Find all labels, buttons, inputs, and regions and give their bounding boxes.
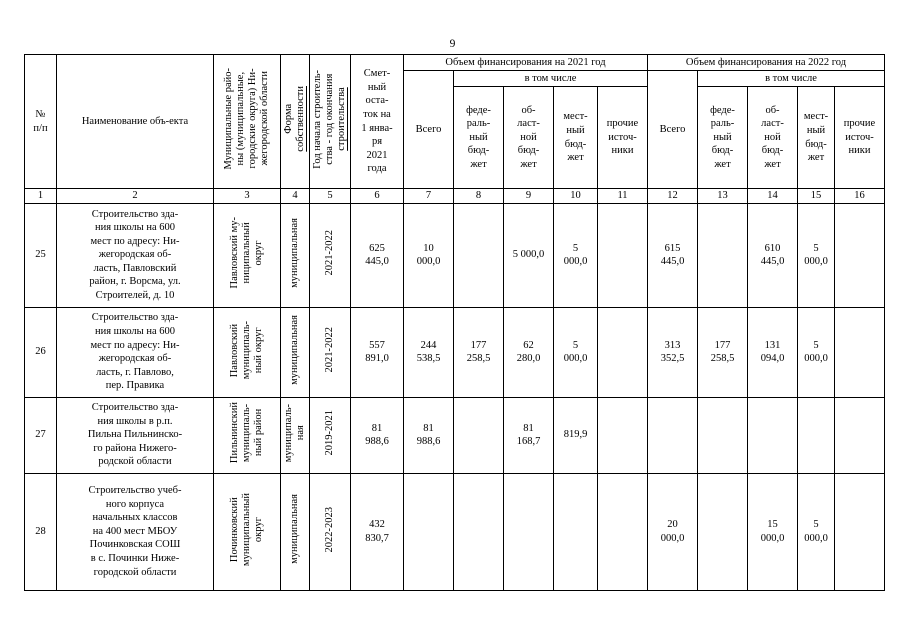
value-col-11 — [598, 397, 648, 473]
value-col-9: 62 280,0 — [504, 307, 554, 397]
header-district: Муниципальные райо- ны (муниципальные, городские округа) Ни- жегородской области — [214, 55, 281, 189]
value-col-13 — [698, 397, 748, 473]
value-col-15: 5 000,0 — [798, 203, 835, 307]
column-number: 12 — [648, 189, 698, 204]
financing-table — [24, 54, 885, 591]
header-total-2021: Всего — [404, 71, 454, 189]
header-ownership: Форма собственности — [281, 55, 310, 189]
district: Пильнинский муниципаль- ный район — [214, 397, 281, 473]
column-number: 4 — [281, 189, 310, 204]
header-in-that-2021: в том числе — [454, 71, 648, 87]
row-number: 27 — [25, 397, 57, 473]
ownership: муниципаль- ная — [281, 397, 310, 473]
header-fin-2022: Объем финансирования на 2022 год — [648, 55, 885, 71]
value-col-14: 610 445,0 — [748, 203, 798, 307]
value-col-10: 5 000,0 — [554, 307, 598, 397]
table-row — [25, 473, 885, 590]
column-number: 8 — [454, 189, 504, 204]
value-col-13 — [698, 203, 748, 307]
object-name: Строительство зда- ния школы на 600 мест по адресу: Ни- жегородская об- ласть, г. Павлово, пер. Правика — [57, 307, 214, 397]
ownership: муниципальная — [281, 307, 310, 397]
column-number: 10 — [554, 189, 598, 204]
row-number: 26 — [25, 307, 57, 397]
column-number: 1 — [25, 189, 57, 204]
value-col-12: 20 000,0 — [648, 473, 698, 590]
column-number: 15 — [798, 189, 835, 204]
value-col-8: 177 258,5 — [454, 307, 504, 397]
row-number: 25 — [25, 203, 57, 307]
value-col-8 — [454, 203, 504, 307]
value-col-13: 177 258,5 — [698, 307, 748, 397]
estimate-value: 625 445,0 — [351, 203, 404, 307]
header-years: Год начала строитель- ства - год окончания строительства — [310, 55, 351, 189]
value-col-11 — [598, 473, 648, 590]
column-number: 11 — [598, 189, 648, 204]
construction-years: 2019-2021 — [310, 397, 351, 473]
object-name: Строительство учеб- ного корпуса начальных классов на 400 мест МБОУ Починковская СОШ в с. Починки Ниже- городской области — [57, 473, 214, 590]
value-col-7: 10 000,0 — [404, 203, 454, 307]
table-row — [25, 397, 885, 473]
value-col-16 — [835, 307, 885, 397]
value-col-15 — [798, 397, 835, 473]
header-regional-2021: об- ласт- ной бюд- жет — [504, 87, 554, 189]
header-name: Наименование объ-екта — [57, 55, 214, 189]
table-row — [25, 307, 885, 397]
column-number: 2 — [57, 189, 214, 204]
value-col-9: 5 000,0 — [504, 203, 554, 307]
column-number: 5 — [310, 189, 351, 204]
value-col-13 — [698, 473, 748, 590]
value-col-14 — [748, 397, 798, 473]
district: Починковский муниципальный округ — [214, 473, 281, 590]
column-number: 6 — [351, 189, 404, 204]
estimate-value: 432 830,7 — [351, 473, 404, 590]
header-local-2021: мест- ный бюд- жет — [554, 87, 598, 189]
ownership: муниципальная — [281, 203, 310, 307]
estimate-value: 81 988,6 — [351, 397, 404, 473]
value-col-15: 5 000,0 — [798, 473, 835, 590]
value-col-11 — [598, 307, 648, 397]
construction-years: 2021-2022 — [310, 307, 351, 397]
value-col-15: 5 000,0 — [798, 307, 835, 397]
header-federal-2022: феде- раль- ный бюд- жет — [698, 87, 748, 189]
header-regional-2022: об- ласт- ной бюд- жет — [748, 87, 798, 189]
page-number: 9 — [449, 38, 456, 50]
header-no: № п/п — [25, 55, 57, 189]
value-col-8 — [454, 473, 504, 590]
value-col-12: 615 445,0 — [648, 203, 698, 307]
value-col-10: 819,9 — [554, 397, 598, 473]
value-col-16 — [835, 203, 885, 307]
header-other-2022: прочие источ- ники — [835, 87, 885, 189]
value-col-12: 313 352,5 — [648, 307, 698, 397]
value-col-7 — [404, 473, 454, 590]
header-other-2021: прочие источ- ники — [598, 87, 648, 189]
row-number: 28 — [25, 473, 57, 590]
column-number: 3 — [214, 189, 281, 204]
header-estimate: Смет- ный оста- ток на 1 янва- ря 2021 года — [351, 55, 404, 189]
header-total-2022: Всего — [648, 71, 698, 189]
value-col-12 — [648, 397, 698, 473]
column-number-row — [25, 189, 885, 204]
value-col-14: 15 000,0 — [748, 473, 798, 590]
value-col-14: 131 094,0 — [748, 307, 798, 397]
column-number: 13 — [698, 189, 748, 204]
value-col-7: 244 538,5 — [404, 307, 454, 397]
column-number: 14 — [748, 189, 798, 204]
value-col-16 — [835, 473, 885, 590]
estimate-value: 557 891,0 — [351, 307, 404, 397]
header-local-2022: мест- ный бюд- жет — [798, 87, 835, 189]
column-number: 7 — [404, 189, 454, 204]
value-col-11 — [598, 203, 648, 307]
header-federal-2021: феде- раль- ный бюд- жет — [454, 87, 504, 189]
object-name: Строительство зда- ния школы на 600 мест по адресу: Ни- жегородская об- ласть, Павловский район, г. Ворсма, ул. Строителей, д. 10 — [57, 203, 214, 307]
value-col-9 — [504, 473, 554, 590]
table-row — [25, 203, 885, 307]
ownership: муниципальная — [281, 473, 310, 590]
value-col-8 — [454, 397, 504, 473]
value-col-7: 81 988,6 — [404, 397, 454, 473]
district: Павловский му- ниципальный округ — [214, 203, 281, 307]
object-name: Строительство зда- ния школы в р.п. Пильна Пильнинско- го района Нижего- родской области — [57, 397, 214, 473]
column-number: 16 — [835, 189, 885, 204]
value-col-10: 5 000,0 — [554, 203, 598, 307]
header-in-that-2022: в том числе — [698, 71, 885, 87]
construction-years: 2021-2022 — [310, 203, 351, 307]
header-fin-2021: Объем финансирования на 2021 год — [404, 55, 648, 71]
value-col-16 — [835, 397, 885, 473]
value-col-9: 81 168,7 — [504, 397, 554, 473]
district: Павловский муниципаль- ный округ — [214, 307, 281, 397]
column-number: 9 — [504, 189, 554, 204]
construction-years: 2022-2023 — [310, 473, 351, 590]
value-col-10 — [554, 473, 598, 590]
